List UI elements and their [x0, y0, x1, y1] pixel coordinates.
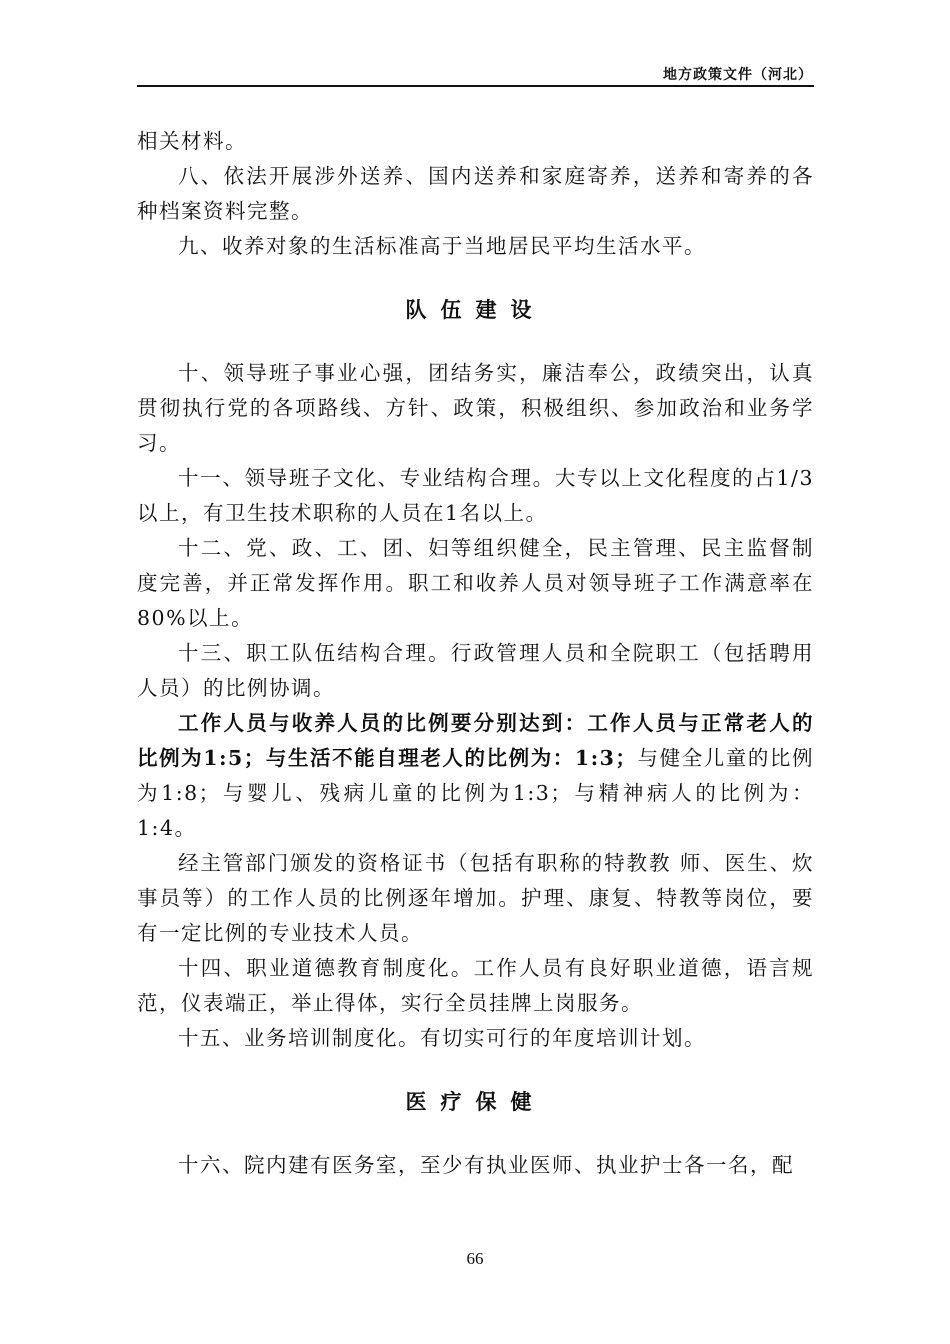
- paragraph-staff-ratio: [137, 706, 814, 846]
- paragraph-item-14: 十四、职业道德教育制度化。工作人员有良好职业道德，语言规范，仪表端正，举止得体，实行全员挂牌上岗服务。: [137, 956, 814, 1015]
- paragraph-item-16: 十六、院内建有医务室，至少有执业医师、执业护士各一名，配: [178, 1153, 794, 1177]
- staff-ratio-text: 与健全儿童的比例为1:8；与婴儿、残病儿童的比例为1:3；与精神病人的比例为：1:4。: [137, 746, 814, 840]
- paragraph-item-9: 九、收养对象的生活标准高于当地居民平均生活水平。: [178, 234, 706, 258]
- staff-ratio-bold-text: 工作人员与收养人员的比例要分别达到：工作人员与正常老人的比例为1:5；与生活不能自理老人的比例为：1:3；: [137, 711, 814, 770]
- paragraph-item-11: 十一、领导班子文化、专业结构合理。大专以上文化程度的占1/3以上，有卫生技术职称的人员在1名以上。: [137, 466, 814, 525]
- paragraph-item-8: 八、依法开展涉外送养、国内送养和家庭寄养，送养和寄养的各种档案资料完整。: [137, 164, 814, 223]
- paragraph-item-10: 十、领导班子事业心强，团结务实，廉洁奉公，政绩突出，认真贯彻执行党的各项路线、方针、政策，积极组织、参加政治和业务学习。: [137, 361, 814, 455]
- page-number: 66: [466, 1249, 484, 1268]
- document-body: [137, 124, 814, 1183]
- paragraph-item-13: 十三、职工队伍结构合理。行政管理人员和全院职工（包括聘用人员）的比例协调。: [137, 641, 814, 700]
- running-header: 地方政策文件（河北）: [663, 67, 813, 83]
- paragraph-item-12: 十二、党、政、工、团、妇等组织健全，民主管理、民主监督制度完善，并正常发挥作用。职工和收养人员对领导班子工作满意率在80%以上。: [137, 536, 814, 630]
- header-divider: [137, 85, 814, 87]
- section-heading-medical: 医疗保健: [405, 1090, 546, 1114]
- paragraph-item-15: 十五、业务培训制度化。有切实可行的年度培训计划。: [178, 1026, 706, 1050]
- section-heading-team: 队伍建设: [405, 298, 546, 322]
- paragraph-continuation: 相关材料。: [137, 129, 247, 153]
- paragraph-certificates: 经主管部门颁发的资格证书（包括有职称的特教教 师、医生、炊事员等）的工作人员的比例逐年增加。护理、康复、特教等岗位，要有一定比例的专业技术人员。: [137, 851, 814, 945]
